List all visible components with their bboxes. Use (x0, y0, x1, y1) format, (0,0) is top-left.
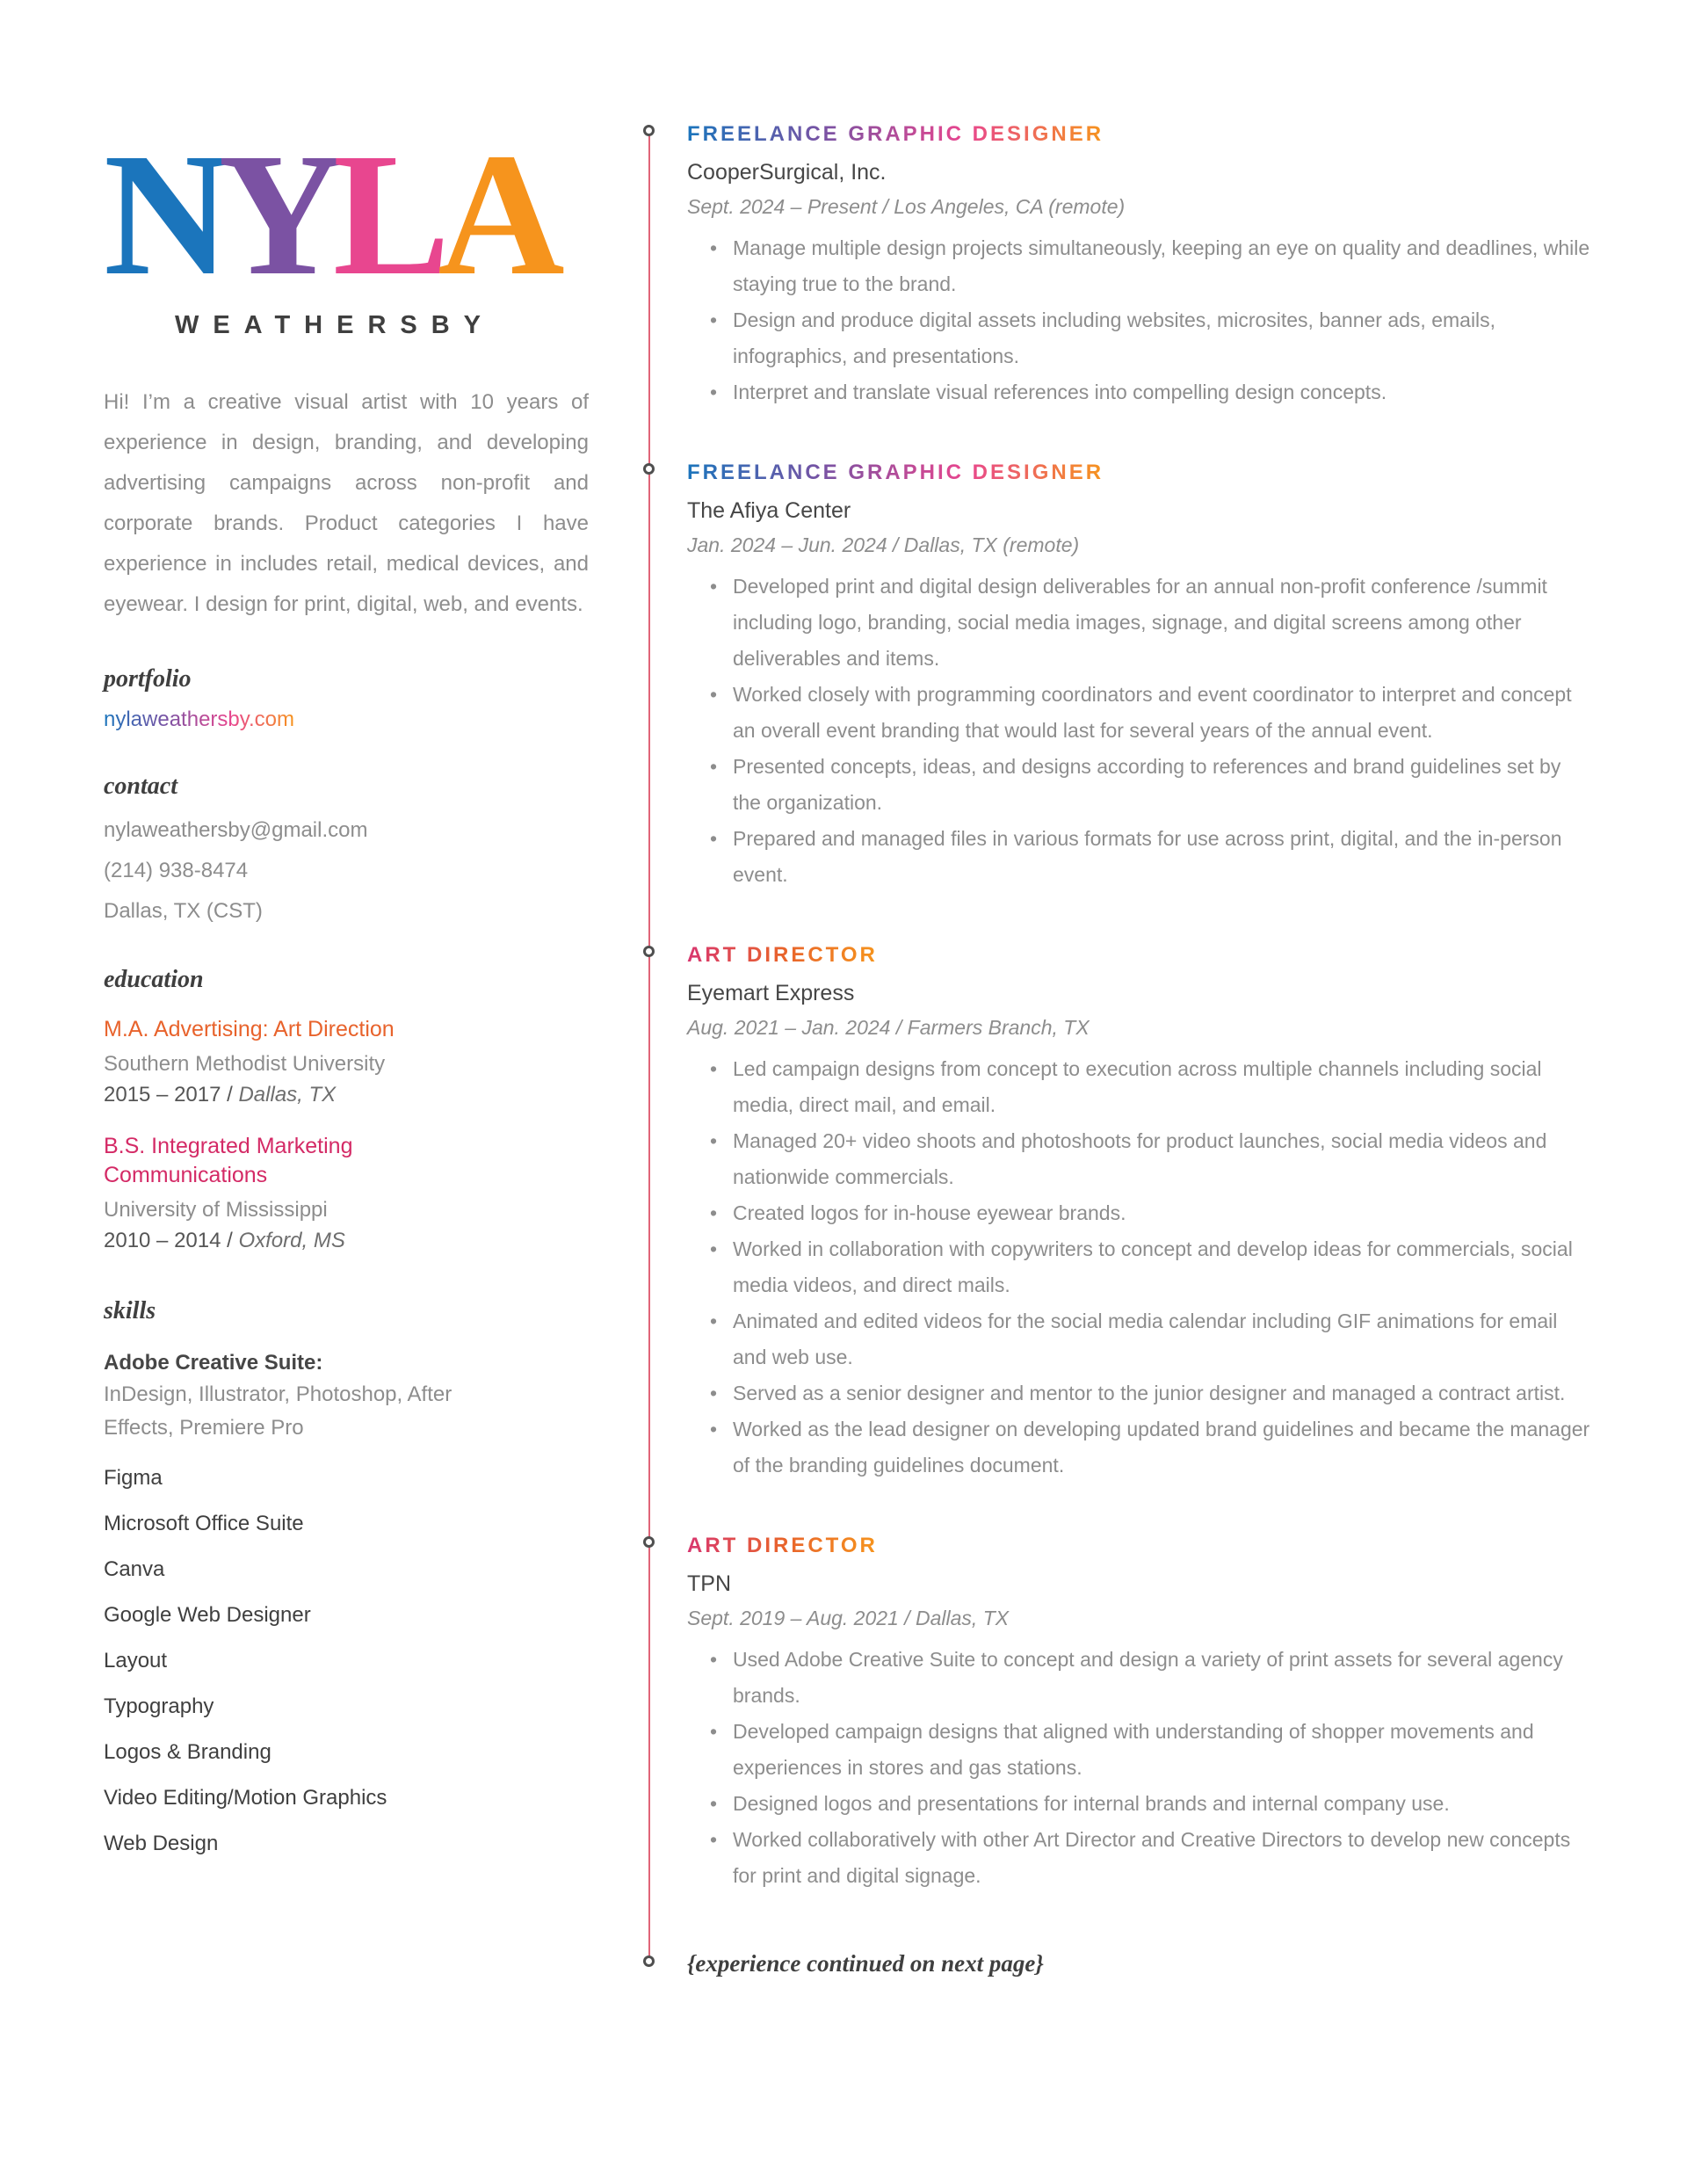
job-bullets (687, 569, 1592, 893)
job-bullet-text: Served as a senior designer and mentor to the junior designer and managed a contract artist. (733, 1382, 1566, 1404)
experience-column (687, 121, 1592, 1977)
education-degree: M.A. Advertising: Art Direction (104, 1017, 395, 1041)
education-entry (104, 1132, 589, 1257)
job-bullet-text: Managed 20+ video shoots and photoshoots for product launches, social media videos and nationwide commercials. (733, 1129, 1547, 1188)
job-bullets (687, 230, 1592, 410)
job-bullet-text: Design and produce digital assets including websites, microsites, banner ads, emails, infographics, and presentations. (733, 308, 1496, 367)
contact-heading: contact (104, 773, 177, 800)
bullet-icon: • (710, 683, 718, 706)
job-company: TPN (687, 1571, 731, 1596)
bullet-icon: • (710, 1720, 718, 1743)
job-bullet-text: Worked closely with programming coordinators and event coordinator to interpret and concept an overall event branding that would last for several years of the annual event. (733, 683, 1572, 742)
education-years-text: 2010 – 2014 / (104, 1229, 239, 1252)
job-entry (687, 460, 1592, 893)
job-bullet-text: Worked as the lead designer on developing updated brand guidelines and became the manager of the branding guidelines document. (733, 1418, 1590, 1477)
job-title: FREELANCE GRAPHIC DESIGNER (687, 461, 1104, 484)
contact-block (104, 816, 589, 925)
skills-heading: skills (104, 1297, 156, 1324)
job-entry (687, 942, 1592, 1484)
skill-item: Video Editing/Motion Graphics (104, 1786, 387, 1810)
job-bullet (687, 230, 1592, 302)
bullet-icon: • (710, 1828, 718, 1851)
job-company: Eyemart Express (687, 981, 855, 1005)
job-bullet-text: Led campaign designs from concept to execution across multiple channels including social media, direct mail, and email. (733, 1057, 1542, 1116)
job-bullet (687, 1375, 1592, 1411)
bullet-icon: • (710, 575, 718, 598)
education-school: University of Mississippi (104, 1198, 328, 1222)
timeline-dot (643, 1536, 655, 1548)
skill-item: Canva (104, 1557, 165, 1581)
bullet-icon: • (710, 1310, 718, 1332)
education-location: Dallas, TX (238, 1083, 337, 1107)
bullet-icon: • (710, 1382, 718, 1404)
job-bullet (687, 1195, 1592, 1231)
logo-letter: L (332, 118, 438, 312)
job-title: ART DIRECTOR (687, 943, 878, 967)
education-location: Oxford, MS (238, 1229, 345, 1252)
skill-item: Google Web Designer (104, 1603, 311, 1627)
job-bullet-text: Developed print and digital design deliverables for an annual non-profit conference /summit including logo, branding, social media images, signage, and digital screens among other deliverables and items. (733, 575, 1547, 670)
job-bullet (687, 1714, 1592, 1786)
logo (104, 118, 554, 340)
timeline-dot (643, 946, 655, 957)
portfolio-heading: portfolio (104, 665, 192, 693)
job-bullet (687, 1123, 1592, 1195)
education-years (104, 1225, 589, 1257)
bullet-icon: • (710, 236, 718, 259)
bullet-icon: • (710, 1237, 718, 1260)
job-company: CooperSurgical, Inc. (687, 160, 887, 185)
skill-item: Web Design (104, 1832, 219, 1855)
skill-item: Typography (104, 1694, 214, 1718)
bullet-icon: • (710, 308, 718, 331)
contact-email[interactable]: nylaweathersby@gmail.com (104, 818, 368, 842)
job-bullet (687, 569, 1592, 677)
job-bullet (687, 1786, 1592, 1822)
logo-wordmark (104, 118, 554, 312)
experience-continued-note (687, 1950, 1592, 1977)
bullet-icon: • (710, 827, 718, 850)
job-bullet-text: Presented concepts, ideas, and designs according to references and brand guidelines set by the organization. (733, 755, 1561, 814)
skill-item: Microsoft Office Suite (104, 1512, 304, 1535)
timeline-dot (643, 125, 655, 136)
job-bullet-text: Worked in collaboration with copywriters to concept and develop ideas for commercials, social media videos, and direct mails. (733, 1237, 1573, 1296)
timeline-dot (643, 463, 655, 475)
job-bullet-text: Used Adobe Creative Suite to concept and design a variety of print assets for several agency brands. (733, 1648, 1563, 1707)
job-bullet (687, 302, 1592, 374)
bullet-icon: • (710, 755, 718, 778)
job-bullet-text: Animated and edited videos for the social media calendar including GIF animations for email and web use. (733, 1310, 1558, 1368)
job-dates: Aug. 2021 – Jan. 2024 / Farmers Branch, TX (687, 1016, 1090, 1039)
job-bullet-text: Developed campaign designs that aligned with understanding of shopper movements and experiences in stores and gas stations. (733, 1720, 1534, 1779)
skill-item: Figma (104, 1466, 163, 1490)
logo-surname: WEATHERSBY (174, 311, 496, 339)
job-bullet-text: Created logos for in-house eyewear brands. (733, 1201, 1126, 1224)
job-company: The Afiya Center (687, 498, 851, 523)
portfolio-link[interactable]: nylaweathersby.com (104, 707, 294, 731)
job-dates: Jan. 2024 – Jun. 2024 / Dallas, TX (remote) (687, 533, 1080, 556)
job-bullet (687, 677, 1592, 749)
job-dates: Sept. 2024 – Present / Los Angeles, CA (remote) (687, 195, 1126, 218)
contact-location: Dallas, TX (CST) (104, 899, 263, 923)
bullet-icon: • (710, 1057, 718, 1080)
job-bullet-text: Designed logos and presentations for internal brands and internal company use. (733, 1792, 1450, 1815)
experience-continued-text: {experience continued on next page} (687, 1950, 1044, 1977)
job-title: ART DIRECTOR (687, 1534, 878, 1557)
education-years-text: 2015 – 2017 / (104, 1083, 239, 1107)
job-bullets (687, 1642, 1592, 1894)
education-entry (104, 1015, 589, 1111)
job-entry (687, 121, 1592, 410)
skills-list (104, 1466, 589, 1856)
job-bullets (687, 1051, 1592, 1484)
jobs-container (687, 121, 1592, 1894)
education-heading: education (104, 966, 204, 993)
job-bullet-text: Interpret and translate visual references into compelling design concepts. (733, 381, 1387, 403)
logo-letter: A (438, 118, 553, 312)
job-dates: Sept. 2019 – Aug. 2021 / Dallas, TX (687, 1607, 1010, 1629)
timeline-line (648, 131, 650, 1962)
bullet-icon: • (710, 1418, 718, 1440)
contact-phone: (214) 938-8474 (104, 859, 249, 882)
skills-adobe-tools: InDesign, Illustrator, Photoshop, After Effects, Premiere Pro (104, 1382, 453, 1440)
job-bullet (687, 1231, 1592, 1303)
job-bullet (687, 749, 1592, 821)
sidebar (104, 118, 589, 1856)
job-entry (687, 1533, 1592, 1894)
bullet-icon: • (710, 1792, 718, 1815)
bullet-icon: • (710, 1201, 718, 1224)
skills-adobe-label: Adobe Creative Suite: (104, 1351, 323, 1375)
logo-letter: Y (218, 118, 333, 312)
bullet-icon: • (710, 1129, 718, 1152)
job-bullet (687, 374, 1592, 410)
job-bullet-text: Prepared and managed files in various formats for use across print, digital, and the in-person event. (733, 827, 1562, 886)
education-degree: B.S. Integrated Marketing Communications (104, 1134, 353, 1187)
job-bullet (687, 1411, 1592, 1484)
job-bullet (687, 1051, 1592, 1123)
skill-item: Logos & Branding (104, 1740, 272, 1764)
intro-paragraph: Hi! I’m a creative visual artist with 10 years of experience in design, branding, and developing advertising campaigns across non-profit and corporate brands. Product categories I have experience in includes retail, medical devices, and eyewear. I design for print, digital, web, and events. (104, 390, 589, 616)
bullet-icon: • (710, 1648, 718, 1671)
education-years (104, 1079, 589, 1111)
job-bullet (687, 821, 1592, 893)
skill-item: Layout (104, 1649, 168, 1672)
job-bullet (687, 1822, 1592, 1894)
bullet-icon: • (710, 381, 718, 403)
education-entries (104, 1015, 589, 1257)
job-title: FREELANCE GRAPHIC DESIGNER (687, 122, 1104, 146)
job-bullet (687, 1303, 1592, 1375)
job-bullet-text: Manage multiple design projects simultaneously, keeping an eye on quality and deadlines, while staying true to the brand. (733, 236, 1590, 295)
job-bullet-text: Worked collaboratively with other Art Director and Creative Directors to develop new concepts for print and digital signage. (733, 1828, 1571, 1887)
education-school: Southern Methodist University (104, 1052, 386, 1076)
timeline-dot (643, 1955, 655, 1967)
job-bullet (687, 1642, 1592, 1714)
logo-letter: N (104, 118, 219, 312)
